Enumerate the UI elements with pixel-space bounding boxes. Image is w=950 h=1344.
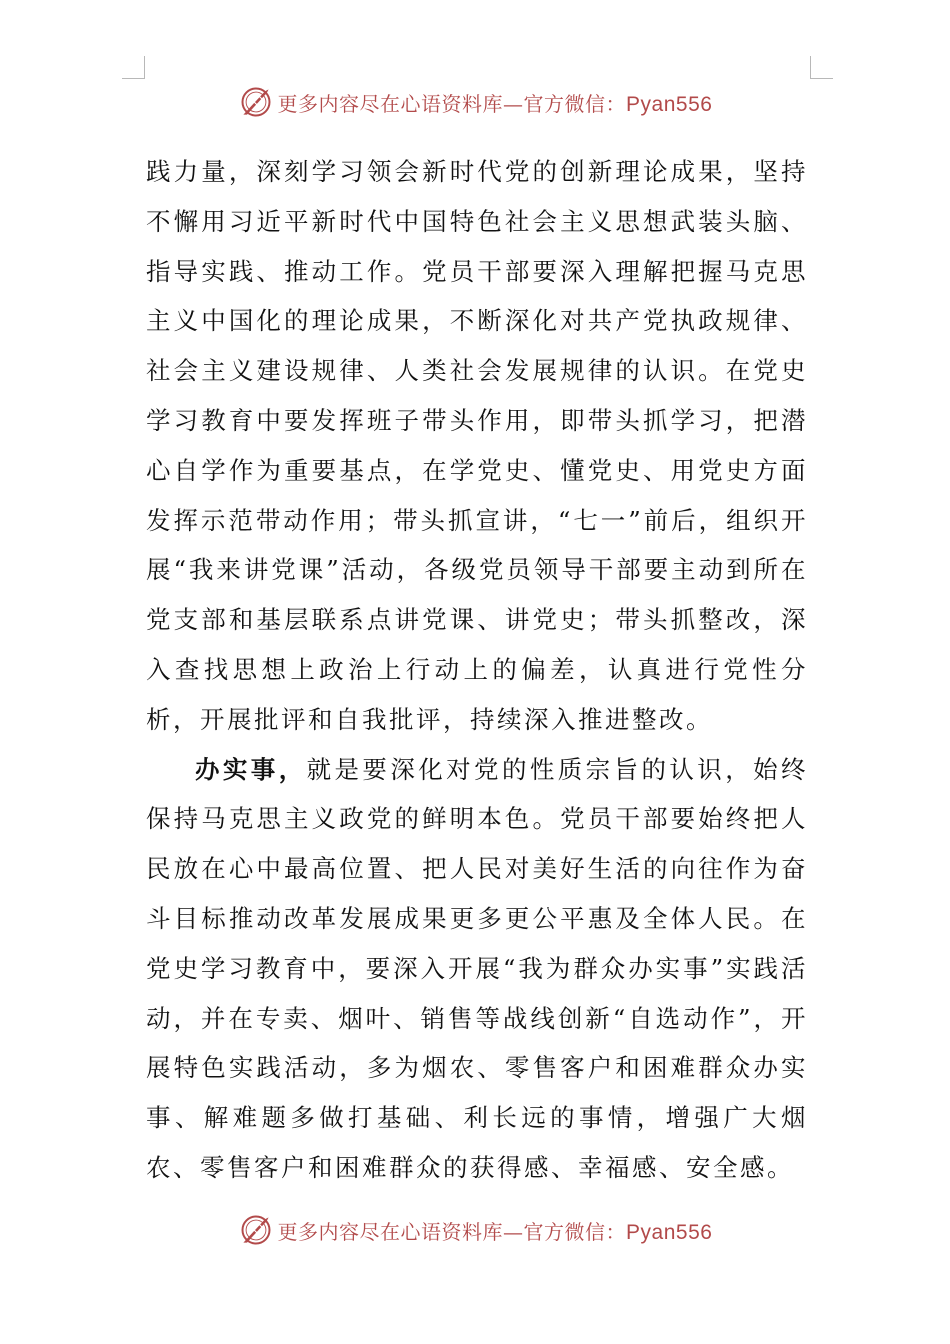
wechat-id: Pyan556 <box>626 92 713 116</box>
wechat-id: Pyan556 <box>626 1220 713 1244</box>
watermark-banner-bottom <box>0 1210 950 1250</box>
watermark-banner-top <box>0 82 950 122</box>
quill-pen-seal-icon <box>238 84 274 120</box>
paragraph-body: 就是要深化对党的性质宗旨的认识，始终保持马克思主义政党的鲜明本色。党员干部要始终把人民放在心中最高位置、把人民对美好生活的向往作为奋斗目标推动改革发展成果更多更公平惠及全体人民。在党史学习教育中，要深入开展“我为群众办实事”实践活动，并在专卖、烟叶、销售等战线创新“自选动作”，开展特色实践活动，多为烟农、零售客户和困难群众办实事、解难题多做打基础、利长远的事情，增强广大烟农、零售客户和困难群众的获得感、幸福感、安全感。 <box>146 754 809 1182</box>
paragraph-practical-work <box>146 745 808 1193</box>
paragraph-lead-heading: 办实事， <box>195 754 307 784</box>
page-corner-mark-right <box>810 56 833 79</box>
watermark-text: 更多内容尽在心语资料库—官方微信：Pyan556 <box>277 1219 713 1244</box>
page-corner-mark-left <box>122 56 145 79</box>
watermark-text: 更多内容尽在心语资料库—官方微信：Pyan556 <box>277 91 713 116</box>
document-body <box>146 147 808 1193</box>
quill-pen-seal-icon <box>238 1212 274 1248</box>
paragraph-continued: 践力量，深刻学习领会新时代党的创新理论成果，坚持不懈用习近平新时代中国特色社会主义思想武装头脑、指导实践、推动工作。党员干部要深入理解把握马克思主义中国化的理论成果，不断深化对共产党执政规律、社会主义建设规律、人类社会发展规律的认识。在党史学习教育中要发挥班子带头作用，即带头抓学习，把潜心自学作为重要基点，在学党史、懂党史、用党史方面发挥示范带动作用；带头抓宣讲，“七一”前后，组织开展“我来讲党课”活动，各级党员领导干部要主动到所在党支部和基层联系点讲党课、讲党史；带头抓整改，深入查找思想上政治上行动上的偏差，认真进行党性分析，开展批评和自我批评，持续深入推进整改。 <box>146 157 808 734</box>
